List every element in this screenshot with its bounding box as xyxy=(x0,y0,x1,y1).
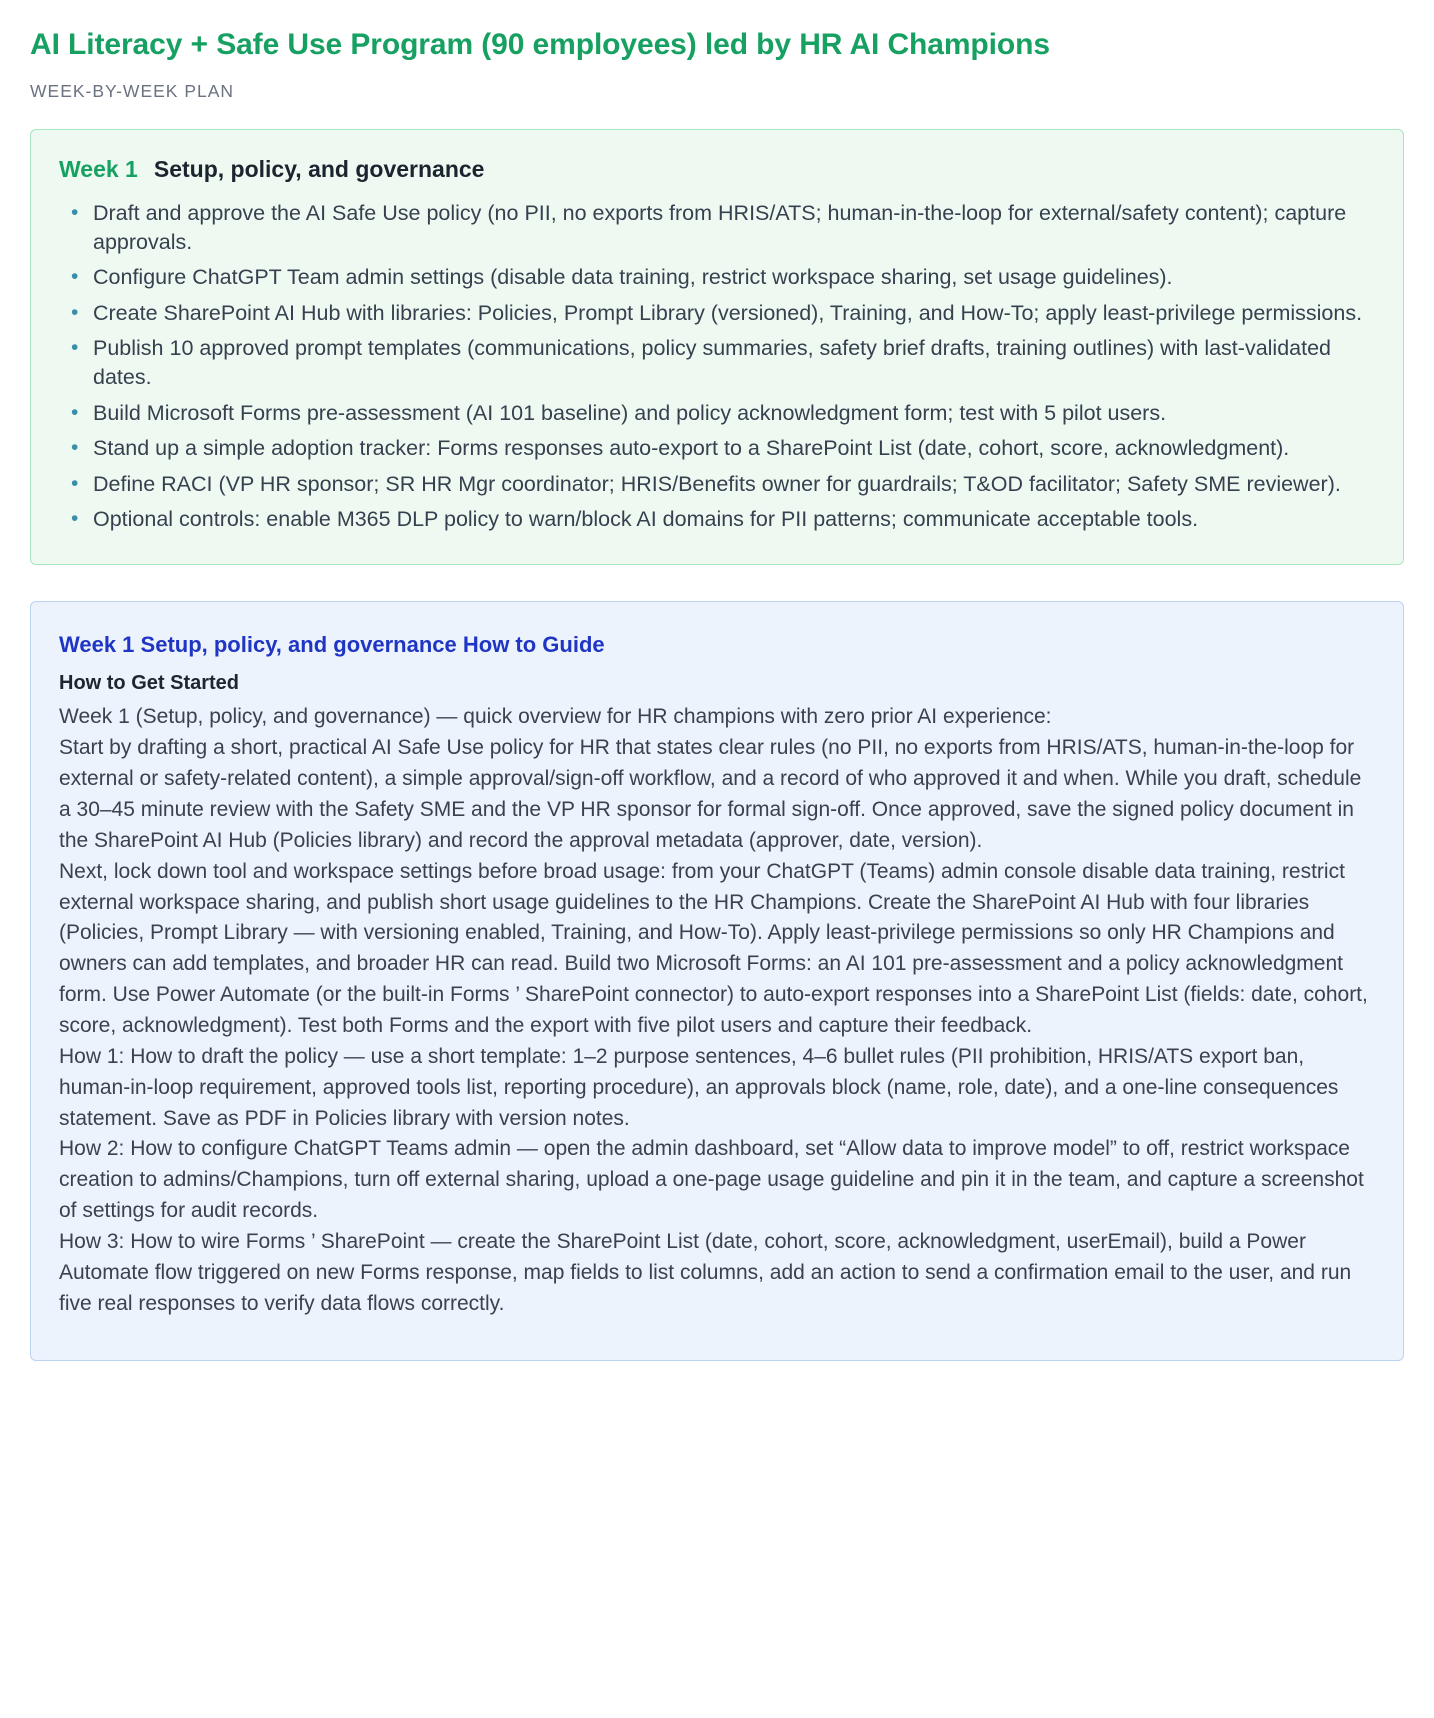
week-task-text: Draft and approve the AI Safe Use policy (no PII, no exports from HRIS/ATS; human-in-the-loop for external/safety content); capture approvals. xyxy=(93,201,1347,254)
week-task-item xyxy=(59,334,1375,391)
page-subtitle: WEEK-BY-WEEK PLAN xyxy=(30,80,235,101)
how-to-guide-card xyxy=(30,601,1404,1361)
guide-body xyxy=(59,702,1375,1319)
week-topic-label: Setup, policy, and governance xyxy=(153,155,485,182)
week-task-item xyxy=(59,399,1375,428)
bullet-dot-icon: • xyxy=(71,507,79,531)
bullet-dot-icon: • xyxy=(71,400,79,424)
week-task-item xyxy=(59,299,1375,328)
guide-title: Week 1 Setup, policy, and governance How to Guide xyxy=(59,632,605,658)
guide-paragraph: Week 1 (Setup, policy, and governance) — quick overview for HR champions with zero prior AI experience: xyxy=(59,705,1052,729)
week-task-item xyxy=(59,505,1375,534)
week-number-label: Week 1 xyxy=(59,155,138,182)
week-task-item xyxy=(59,199,1375,256)
bullet-dot-icon: • xyxy=(71,201,79,225)
week-task-text: Configure ChatGPT Team admin settings (disable data training, restrict workspace sharing, set usage guidelines). xyxy=(93,265,1173,290)
week-plan-card xyxy=(30,129,1404,566)
week-task-item xyxy=(59,434,1375,463)
guide-paragraph: How 2: How to configure ChatGPT Teams admin — open the admin dashboard, set “Allow data to improve model” to off, restrict workspace creation to admins/Champions, turn off external sharing, upload a one-page usage guideline and pin it in the team, and capture a screenshot of settings for audit records. xyxy=(59,1137,1364,1223)
guide-paragraph: How 3: How to wire Forms ’ SharePoint — create the SharePoint List (date, cohort, score, acknowledgment, userEmail), build a Power Automate flow triggered on new Forms response, map fields to list columns, add an action to send a confirmation email to the user, and run five real responses to verify data flows correctly. xyxy=(59,1230,1352,1315)
week-task-text: Optional controls: enable M365 DLP policy to warn/block AI domains for PII patterns; communicate acceptable tools. xyxy=(93,507,1199,532)
guide-paragraph: Start by drafting a short, practical AI Safe Use policy for HR that states clear rules (no PII, no exports from HRIS/ATS, human-in-the-loop for external or safety-related content), a simple approval/sign-off workflow, and a record of who approved it and when. While you draft, schedule a 30–45 minute review with the Safety SME and the VP HR sponsor for formal sign-off. Once approved, save the signed policy document in the SharePoint AI Hub (Policies library) and record the approval metadata (approver, date, version). xyxy=(59,736,1362,852)
guide-paragraph: How 1: How to draft the policy — use a short template: 1–2 purpose sentences, 4–6 bullet rules (PII prohibition, HRIS/ATS export ban, human-in-loop requirement, approved tools list, reporting procedure), an approvals block (name, role, date), and a one-line consequences statement. Save as PDF in Policies library with version notes. xyxy=(59,1044,1339,1130)
bullet-dot-icon: • xyxy=(71,300,79,324)
page-title: AI Literacy + Safe Use Program (90 employees) led by HR AI Champions xyxy=(30,28,1050,61)
week-task-text: Build Microsoft Forms pre-assessment (AI 101 baseline) and policy acknowledgment form; test with 5 pilot users. xyxy=(93,400,1167,425)
week-task-text: Publish 10 approved prompt templates (communications, policy summaries, safety brief drafts, training outlines) with last-validated dates. xyxy=(93,336,1332,390)
week-task-item xyxy=(59,263,1375,292)
bullet-dot-icon: • xyxy=(71,436,79,460)
guide-subtitle: How to Get Started xyxy=(59,672,240,695)
week-task-text: Define RACI (VP HR sponsor; SR HR Mgr coordinator; HRIS/Benefits owner for guardrails; T&OD facilitator; Safety SME reviewer). xyxy=(93,471,1341,496)
week-task-item xyxy=(59,470,1375,499)
week-task-text: Stand up a simple adoption tracker: Forms responses auto-export to a SharePoint List (date, cohort, score, acknowledgment). xyxy=(93,436,1290,461)
week-task-text: Create SharePoint AI Hub with libraries: Policies, Prompt Library (versioned), Training, and How-To; apply least-privilege permissions. xyxy=(93,300,1363,325)
bullet-dot-icon: • xyxy=(71,471,79,495)
week-card-heading xyxy=(59,156,1375,184)
bullet-dot-icon: • xyxy=(71,336,79,360)
guide-paragraph: Next, lock down tool and workspace settings before broad usage: from your ChatGPT (Teams) admin console disable data training, restrict external workspace sharing, and publish short usage guidelines to the HR Champions. Create the SharePoint AI Hub with four libraries (Policies, Prompt Library — with versioning enabled, Training, and How-To). Apply least-privilege permissions so only HR Champions and owners can add templates, and broader HR can read. Build two Microsoft Forms: an AI 101 pre-assessment and a policy acknowledgment form. Use Power Automate (or the built-in Forms ’ SharePoint connector) to auto-export responses into a SharePoint List (fields: date, cohort, score, acknowledgment). Test both Forms and the export with five pilot users and capture their feedback. xyxy=(59,859,1368,1038)
bullet-dot-icon: • xyxy=(71,265,79,289)
week-task-list xyxy=(59,199,1375,534)
